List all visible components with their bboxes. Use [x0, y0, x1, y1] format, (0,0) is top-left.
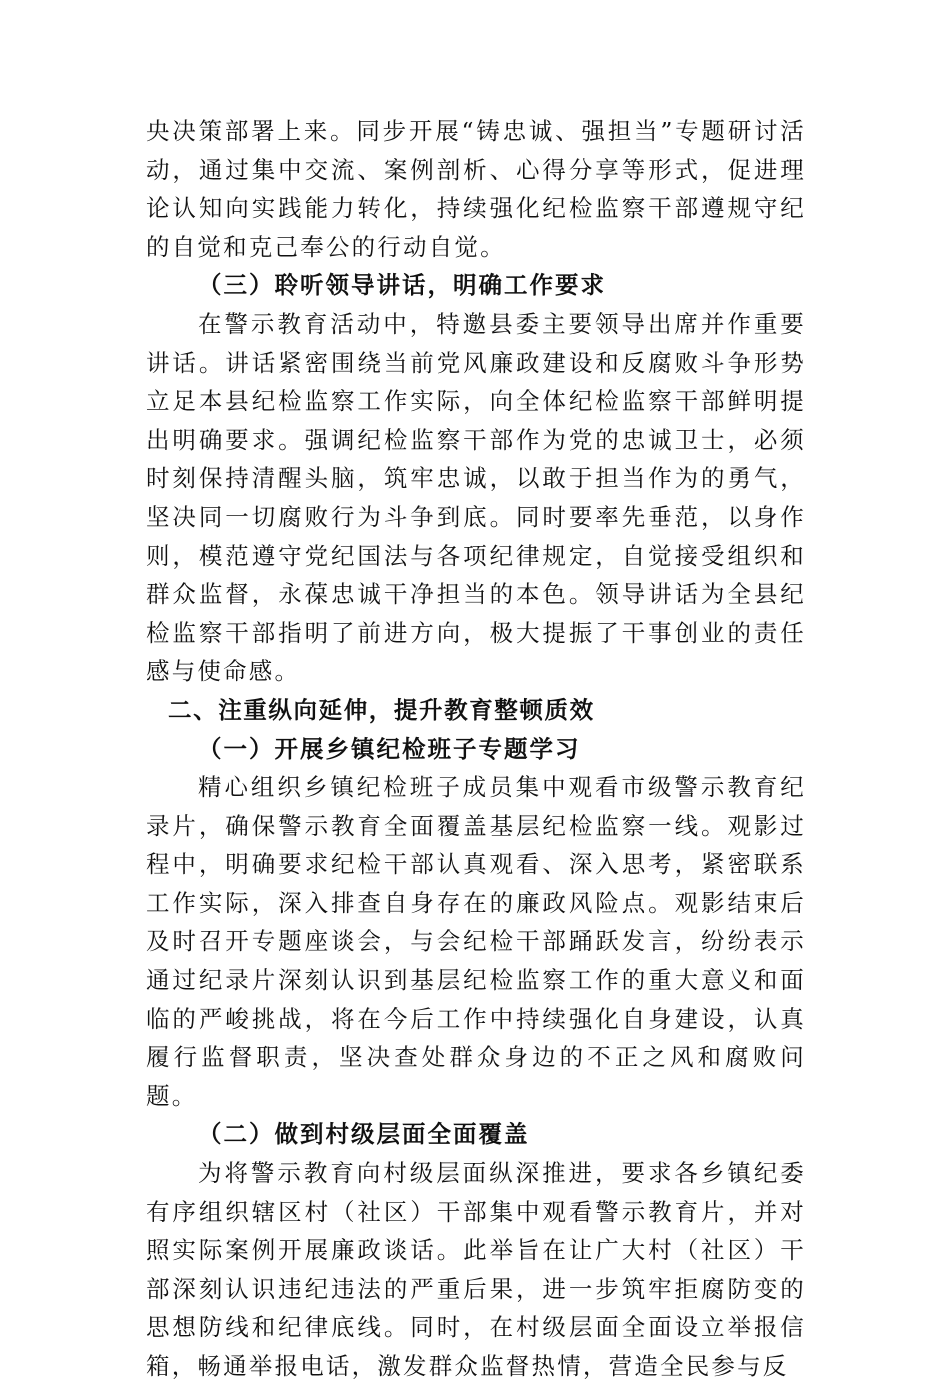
paragraph-township-study: 精心组织乡镇纪检班子成员集中观看市级警示教育纪录片，确保警示教育全面覆盖基层纪检监察一线。观影过程中，明确要求纪检干部认真观看、深入思考，紧密联系工作实际，深入排查自身存在的廉政风险点。观影结束后及时召开专题座谈会，与会纪检干部踊跃发言，纷纷表示通过纪录片深刻认识到基层纪检监察工作的重大意义和面临的严峻挑战，将在今后工作中持续强化自身建设，认真履行监督职责，坚决查处群众身边的不正之风和腐败问题。: [146, 773, 806, 1110]
paragraph-village-coverage: 为将警示教育向村级层面纵深推进，要求各乡镇纪委有序组织辖区村（社区）干部集中观看警示教育片，并对照实际案例开展廉政谈话。此举旨在让广大村（社区）干部深刻认识违纪违法的严重后果，进一步筑牢拒腐防变的思想防线和纪律底线。同时，在村级层面全面设立举报信箱，畅通举报电话，激发群众监督热情，营造全民参与反: [146, 1159, 806, 1380]
subheading-township-study: （一）开展乡镇纪检班子专题学习: [198, 734, 581, 763]
paragraph-leader-speech: 在警示教育活动中，特邀县委主要领导出席并作重要讲话。讲话紧密围绕当前党风廉政建设和反腐败斗争形势立足本县纪检监察工作实际，向全体纪检监察干部鲜明提出明确要求。强调纪检监察干部作为党的忠诚卫士，必须时刻保持清醒头脑，筑牢忠诚，以敢于担当作为的勇气，坚决同一切腐败行为斗争到底。同时要率先垂范，以身作则，模范遵守党纪国法与各项纪律规定，自觉接受组织和群众监督，永葆忠诚干净担当的本色。领导讲话为全县纪检监察干部指明了前进方向，极大提振了干事创业的责任感与使命感。: [146, 309, 806, 686]
subheading-listen-to-leader: （三）聆听领导讲话，明确工作要求: [198, 271, 606, 300]
section-heading-vertical-extension: 二、注重纵向延伸，提升教育整顿质效: [168, 695, 595, 724]
paragraph-continued: 央决策部署上来。同步开展“铸忠诚、强担当”专题研讨活动，通过集中交流、案例剖析、心得分享等形式，促进理论认知向实践能力转化，持续强化纪检监察干部遵规守纪的自觉和克己奉公的行动自觉。: [146, 117, 806, 261]
subheading-village-coverage: （二）做到村级层面全面覆盖: [198, 1120, 530, 1149]
document-body: [146, 112, 806, 1386]
